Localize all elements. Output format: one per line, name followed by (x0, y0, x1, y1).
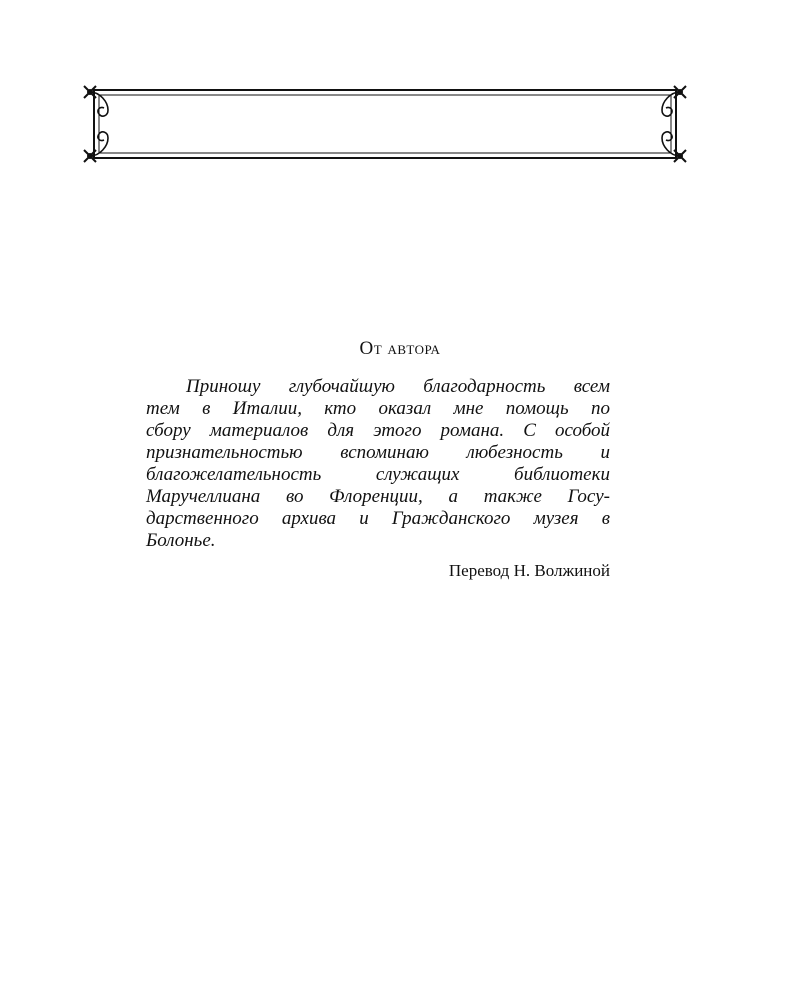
frame-inner-rule (99, 95, 671, 153)
translation-credit: Перевод Н. Волжиной (448, 561, 610, 580)
ornamental-header-frame (82, 84, 688, 164)
paragraph-line: тем в Италии, кто оказал мне помощь по (146, 398, 610, 419)
paragraph-line: благожелательность служащих библиотеки (146, 464, 610, 485)
frame-outer-rule (94, 90, 676, 158)
section-heading: От автора (359, 338, 441, 359)
paragraph-line: Болонье. (146, 530, 216, 551)
paragraph-line: Приношу глубочайшую благодарность всем (186, 376, 610, 397)
paragraph-line: Маручеллиана во Флоренции, а также Госу- (146, 486, 610, 507)
paragraph-line: сбору материалов для этого романа. С особой (146, 420, 610, 441)
ornamental-frame-svg (82, 84, 688, 164)
author-note-paragraph (146, 376, 610, 552)
paragraph-line: признательностью вспоминаю любезность и (146, 442, 610, 463)
paragraph-line: дарственного архива и Гражданского музея в (146, 508, 610, 529)
